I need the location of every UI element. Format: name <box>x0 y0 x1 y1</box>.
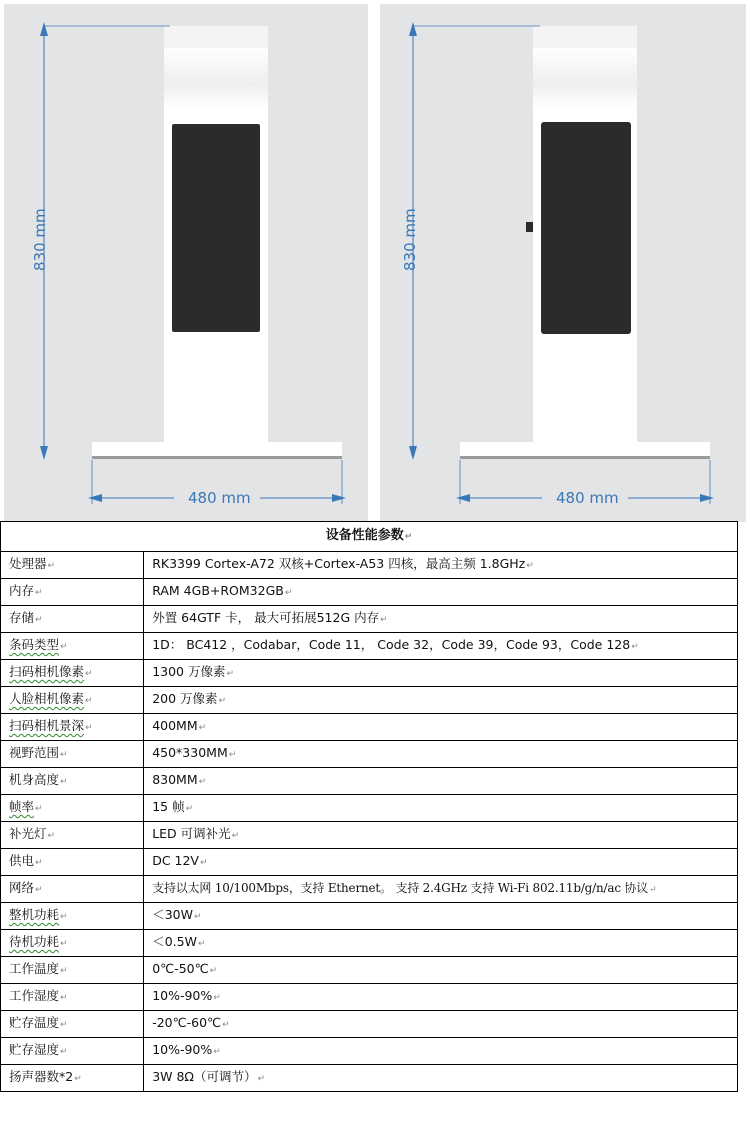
table-row <box>1 957 738 984</box>
table-row <box>1 795 738 822</box>
spec-key: 扬声器数*2↵ <box>1 1065 144 1092</box>
spec-key: 机身高度↵ <box>1 768 144 795</box>
spec-key: 工作温度↵ <box>1 957 144 984</box>
table-row <box>1 984 738 1011</box>
spec-table <box>0 521 738 1092</box>
spec-key: 处理器↵ <box>1 552 144 579</box>
spec-value: 830MM↵ <box>144 768 738 795</box>
table-row <box>1 1038 738 1065</box>
table-row <box>1 714 738 741</box>
spec-key: 待机功耗↵ <box>1 930 144 957</box>
table-row <box>1 903 738 930</box>
spec-key: 存储↵ <box>1 606 144 633</box>
table-row <box>1 768 738 795</box>
kiosk-side-drawing <box>380 4 746 522</box>
spec-key: 补光灯↵ <box>1 822 144 849</box>
spec-key: 内存↵ <box>1 579 144 606</box>
spec-key: 人脸相机像素↵ <box>1 687 144 714</box>
spec-value: 1D： BC412 ，Codabar，Code 11， Code 32，Code 39，Code 93，Code 128↵ <box>144 633 738 660</box>
spec-value: -20℃-60℃↵ <box>144 1011 738 1038</box>
table-row <box>1 822 738 849</box>
spec-key: 扫码相机景深↵ <box>1 714 144 741</box>
table-row <box>1 687 738 714</box>
spec-value: 10%-90%↵ <box>144 1038 738 1065</box>
spec-key: 贮存温度↵ <box>1 1011 144 1038</box>
spec-value: 400MM↵ <box>144 714 738 741</box>
spec-key: 视野范围↵ <box>1 741 144 768</box>
height-dimension-label: 830 mm <box>401 208 419 271</box>
spec-key: 扫码相机像素↵ <box>1 660 144 687</box>
spec-value: 3W 8Ω（可调节）↵ <box>144 1065 738 1092</box>
table-row <box>1 1011 738 1038</box>
spec-value: RK3399 Cortex-A72 双核+Cortex-A53 四核，最高主频 1.8GHz↵ <box>144 552 738 579</box>
table-row <box>1 606 738 633</box>
table-title: 设备性能参数↵ <box>1 522 738 552</box>
table-title-row <box>1 522 738 552</box>
table-row <box>1 633 738 660</box>
table-row <box>1 930 738 957</box>
spec-value: 450*330MM↵ <box>144 741 738 768</box>
spec-value: 支持以太网 10/100Mbps，支持 Ethernet。 支持 2.4GHz 支持 Wi-Fi 802.11b/g/n/ac 协议↵ <box>144 876 738 903</box>
table-row <box>1 552 738 579</box>
spec-key: 供电↵ <box>1 849 144 876</box>
product-figure-front <box>4 4 368 522</box>
spec-value: ＜0.5W↵ <box>144 930 738 957</box>
spec-value: 外置 64GTF 卡， 最大可拓展512G 内存↵ <box>144 606 738 633</box>
table-row <box>1 849 738 876</box>
table-row <box>1 579 738 606</box>
spec-key: 贮存湿度↵ <box>1 1038 144 1065</box>
spec-value: DC 12V↵ <box>144 849 738 876</box>
table-row <box>1 660 738 687</box>
spec-key: 网络↵ <box>1 876 144 903</box>
spec-key: 工作湿度↵ <box>1 984 144 1011</box>
spec-value: 10%-90%↵ <box>144 984 738 1011</box>
width-dimension-label: 480 mm <box>188 489 251 507</box>
product-figure-side <box>380 4 746 522</box>
spec-value: 15 帧↵ <box>144 795 738 822</box>
spec-value: LED 可调补光↵ <box>144 822 738 849</box>
spec-key: 整机功耗↵ <box>1 903 144 930</box>
spec-value: ＜30W↵ <box>144 903 738 930</box>
width-dimension-label: 480 mm <box>556 489 619 507</box>
spec-key: 帧率↵ <box>1 795 144 822</box>
spec-value: 200 万像素↵ <box>144 687 738 714</box>
table-row <box>1 876 738 903</box>
kiosk-front-drawing <box>4 4 368 522</box>
table-row <box>1 741 738 768</box>
spec-value: 1300 万像素↵ <box>144 660 738 687</box>
spec-value: RAM 4GB+ROM32GB↵ <box>144 579 738 606</box>
height-dimension-label: 830 mm <box>31 208 49 271</box>
spec-key: 条码类型↵ <box>1 633 144 660</box>
table-row <box>1 1065 738 1092</box>
spec-value: 0℃-50℃↵ <box>144 957 738 984</box>
